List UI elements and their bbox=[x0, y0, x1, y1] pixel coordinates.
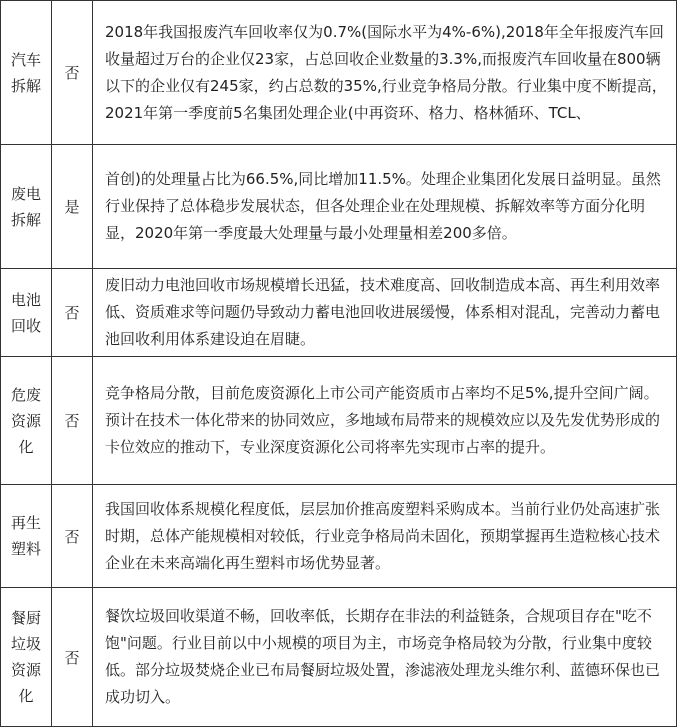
category-line: 拆解 bbox=[10, 76, 41, 95]
category-line: 化 bbox=[18, 687, 34, 705]
category-line: 塑料 bbox=[10, 540, 41, 558]
description-cell: 废旧动力电池回收市场规模增长迅猛，技术难度高、回收制造成本高、再生利用效率低、资质难求等问题仍导致动力蓄电池回收进展缓慢，体系相对混乱，完善动力蓄电池回收利用体系建设迫在眉睫。 bbox=[93, 269, 677, 357]
category-line: 拆解 bbox=[10, 210, 41, 229]
table-row bbox=[1, 145, 677, 269]
table-row bbox=[1, 269, 677, 357]
description-cell: 2018年我国报废汽车回收率仅为0.7%(国际水平为4%-6%),2018年全年报废汽车回收量超过万台的企业仅23家，占总回收企业数量的3.3%,而报废汽车回收量在800辆以下的企业仅有245家，约占总数的35%,行业竞争格局分散。行业集中度不断提高，2021年第一季度前5名集团处理企业(中再资环、格力、格林循环、TCL、 bbox=[93, 1, 677, 145]
category-cell bbox=[1, 357, 52, 485]
category-cell bbox=[1, 145, 52, 269]
flag-cell: 否 bbox=[52, 1, 93, 145]
category-cell bbox=[1, 588, 52, 727]
category-cell bbox=[1, 1, 52, 145]
flag-cell: 是 bbox=[52, 145, 93, 269]
table-row bbox=[1, 357, 677, 485]
description-cell: 餐饮垃圾回收渠道不畅，回收率低，长期存在非法的利益链条，合规项目存在"吃不饱"问题。行业目前以中小规模的项目为主，市场竞争格局较为分散，行业集中度较低。部分垃圾焚烧企业已布局餐厨垃圾处置，渗滤液处理龙头维尔利、蓝德环保也已成功切入。 bbox=[93, 588, 677, 727]
category-line: 废电 bbox=[10, 184, 41, 203]
description-cell: 我国回收体系规模化程度低，层层加价推高废塑料采购成本。当前行业仍处高速扩张时期，总体产能规模相对较低，行业竞争格局尚未固化，预期掌握再生造粒核心技术企业在未来高端化再生塑料市场优势显著。 bbox=[93, 485, 677, 588]
table-row bbox=[1, 485, 677, 588]
category-line: 资源 bbox=[10, 411, 41, 430]
table-row bbox=[1, 588, 677, 727]
category-line: 化 bbox=[18, 437, 34, 456]
category-line: 电池 bbox=[10, 290, 41, 309]
category-line: 再生 bbox=[10, 514, 41, 532]
category-line: 回收 bbox=[10, 316, 41, 335]
category-cell bbox=[1, 485, 52, 588]
category-line: 垃圾 bbox=[10, 635, 41, 653]
description-cell: 首创)的处理量占比为66.5%,同比增加11.5%。处理企业集团化发展日益明显。虽然行业保持了总体稳步发展状态，但各处理企业在处理规模、拆解效率等方面分化明显，2020年第一季度最大处理量与最小处理量相差200多倍。 bbox=[93, 145, 677, 269]
table-row bbox=[1, 1, 677, 145]
category-line: 危废 bbox=[10, 385, 41, 404]
flag-cell: 否 bbox=[52, 269, 93, 357]
category-line: 汽车 bbox=[10, 50, 41, 69]
flag-cell: 否 bbox=[52, 485, 93, 588]
flag-cell: 否 bbox=[52, 588, 93, 727]
flag-cell: 否 bbox=[52, 357, 93, 485]
category-line: 资源 bbox=[10, 661, 41, 679]
category-cell bbox=[1, 269, 52, 357]
description-cell: 竞争格局分散，目前危废资源化上市公司产能资质市占率均不足5%,提升空间广阔。预计在技术一体化带来的协同效应，多地域布局带来的规模效应以及先发优势形成的卡位效应的推动下，专业深度资源化公司将率先实现市占率的提升。 bbox=[93, 357, 677, 485]
category-line: 餐厨 bbox=[10, 609, 41, 627]
